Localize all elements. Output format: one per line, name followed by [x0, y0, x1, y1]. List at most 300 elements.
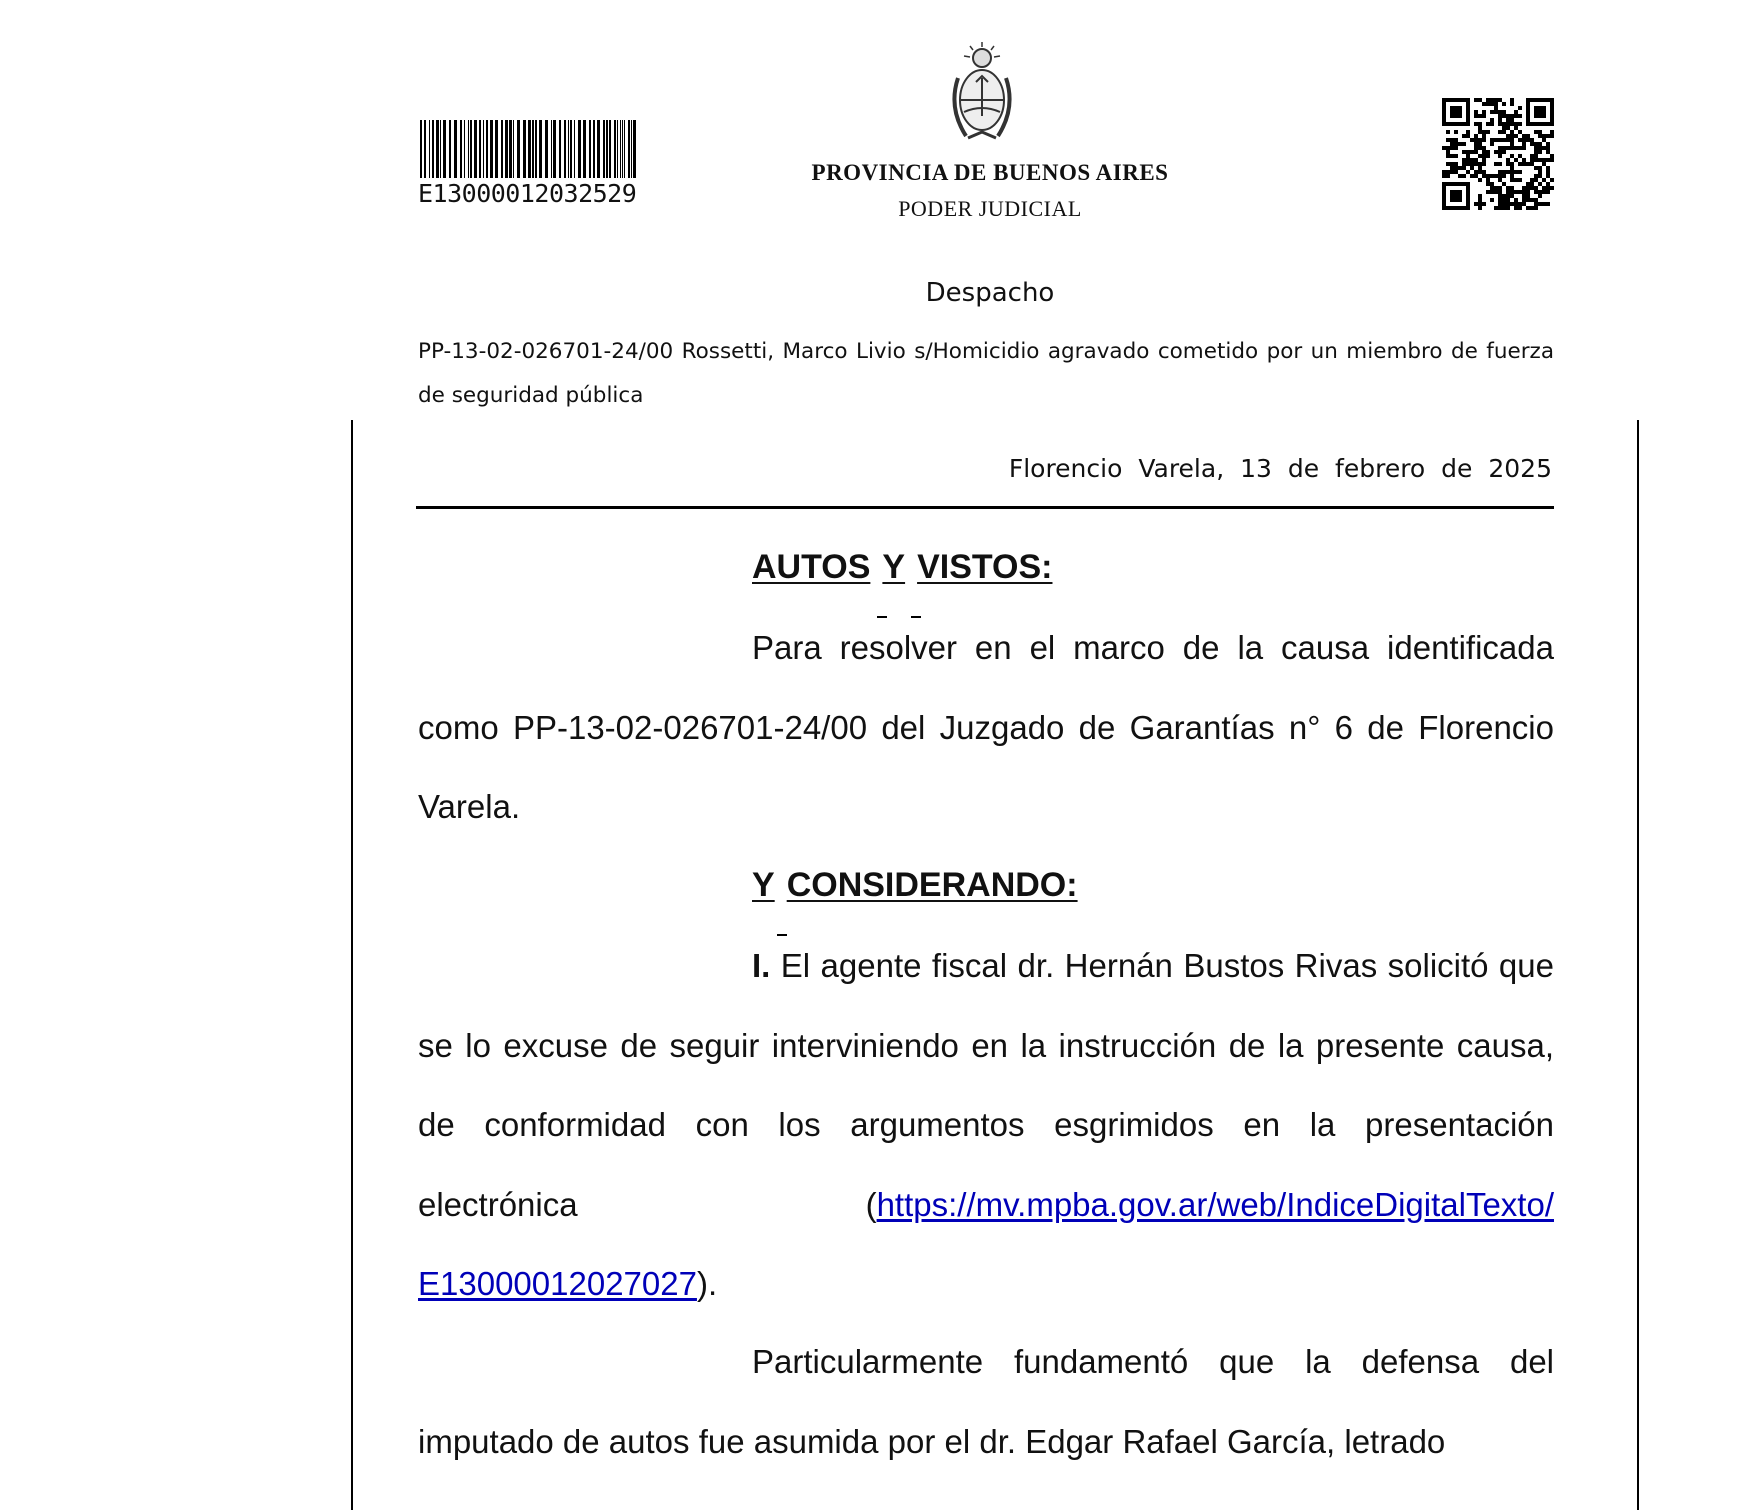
qr-finder-module — [1442, 186, 1446, 190]
barcode-bar — [593, 120, 595, 178]
qr-module — [1518, 106, 1522, 110]
barcode-bar — [429, 120, 430, 178]
qr-module — [1466, 130, 1470, 134]
barcode-bar — [486, 120, 488, 178]
qr-module — [1494, 98, 1498, 102]
qr-module — [1538, 130, 1542, 134]
qr-module — [1478, 154, 1482, 158]
qr-module — [1478, 98, 1482, 102]
qr-module — [1498, 194, 1502, 198]
barcode-bar — [609, 120, 611, 178]
barcode-bar — [436, 120, 439, 178]
barcode-icon — [418, 120, 638, 178]
qr-module — [1542, 162, 1546, 166]
qr-finder-module — [1446, 98, 1450, 102]
barcode-bar — [495, 120, 498, 178]
qr-code-icon — [1442, 98, 1554, 210]
qr-module — [1542, 178, 1546, 182]
barcode-bar — [468, 120, 469, 178]
document-type: Despacho — [925, 278, 1055, 308]
qr-module — [1502, 102, 1506, 106]
qr-module — [1506, 138, 1510, 142]
qr-module — [1538, 142, 1542, 146]
qr-finder-module — [1442, 118, 1446, 122]
qr-module — [1526, 190, 1530, 194]
qr-finder-module — [1442, 202, 1446, 206]
qr-module — [1478, 142, 1482, 146]
barcode-bar — [464, 120, 465, 178]
qr-finder-module — [1550, 114, 1554, 118]
barcode-bar — [460, 120, 462, 178]
qr-module — [1446, 146, 1450, 150]
qr-module — [1546, 174, 1550, 178]
heading-considerando — [752, 866, 1090, 905]
qr-finder-module — [1458, 98, 1462, 102]
qr-module — [1466, 162, 1470, 166]
qr-module — [1482, 170, 1486, 174]
qr-module — [1538, 190, 1542, 194]
qr-module — [1506, 118, 1510, 122]
date-line: Florencio Varela, 13 de febrero de 2025 — [1008, 454, 1552, 483]
qr-module — [1470, 138, 1474, 142]
qr-module — [1498, 174, 1502, 178]
qr-finder-module — [1462, 206, 1466, 210]
qr-module — [1526, 186, 1530, 190]
qr-module — [1474, 98, 1478, 102]
qr-module — [1490, 110, 1494, 114]
qr-module — [1514, 190, 1518, 194]
qr-module — [1478, 138, 1482, 142]
qr-module — [1514, 170, 1518, 174]
qr-module — [1474, 150, 1478, 154]
qr-module — [1486, 190, 1490, 194]
qr-module — [1522, 202, 1526, 206]
barcode-bar — [532, 120, 534, 178]
qr-module — [1510, 166, 1514, 170]
electronic-filing-link[interactable]: https://mv.mpba.gov.ar/web/IndiceDigitalTexto/ E13000012027027 — [418, 1185, 1554, 1302]
barcode-bar — [589, 120, 591, 178]
qr-finder-module — [1458, 182, 1462, 186]
qr-module — [1498, 150, 1502, 154]
qr-module — [1506, 134, 1510, 138]
qr-module — [1474, 138, 1478, 142]
barcode-bar — [517, 120, 520, 178]
qr-module — [1546, 158, 1550, 162]
qr-finder-module — [1550, 110, 1554, 114]
qr-module — [1538, 134, 1542, 138]
qr-finder-module — [1542, 122, 1546, 126]
qr-module — [1458, 142, 1462, 146]
qr-module — [1518, 162, 1522, 166]
qr-module — [1514, 134, 1518, 138]
qr-module — [1538, 158, 1542, 162]
qr-module — [1478, 130, 1482, 134]
qr-module — [1450, 170, 1454, 174]
qr-module — [1518, 146, 1522, 150]
left-margin-rule — [351, 420, 353, 1510]
qr-finder-module — [1454, 114, 1458, 118]
qr-finder-module — [1450, 182, 1454, 186]
qr-module — [1506, 202, 1510, 206]
qr-module — [1542, 138, 1546, 142]
qr-module — [1498, 138, 1502, 142]
qr-module — [1502, 150, 1506, 154]
barcode-bar — [449, 120, 451, 178]
qr-finder-module — [1546, 98, 1550, 102]
heading-word: AUTOS — [752, 548, 871, 586]
qr-finder-module — [1454, 106, 1458, 110]
qr-finder-module — [1542, 110, 1546, 114]
qr-finder-module — [1458, 206, 1462, 210]
qr-module — [1538, 174, 1542, 178]
qr-module — [1510, 186, 1514, 190]
qr-finder-module — [1442, 122, 1446, 126]
qr-module — [1490, 190, 1494, 194]
barcode-bar — [443, 120, 446, 178]
qr-module — [1506, 122, 1510, 126]
qr-module — [1498, 170, 1502, 174]
qr-module — [1482, 114, 1486, 118]
qr-finder-module — [1458, 190, 1462, 194]
qr-module — [1530, 138, 1534, 142]
barcode-bar — [614, 120, 616, 178]
qr-module — [1498, 110, 1502, 114]
qr-module — [1462, 158, 1466, 162]
qr-module — [1546, 166, 1550, 170]
qr-module — [1494, 110, 1498, 114]
qr-module — [1498, 122, 1502, 126]
barcode-bar — [564, 120, 566, 178]
qr-finder-module — [1442, 198, 1446, 202]
barcode-bar — [539, 120, 542, 178]
qr-module — [1442, 174, 1446, 178]
qr-finder-module — [1466, 198, 1470, 202]
barcode-bar — [545, 120, 548, 178]
section-numeral: I. — [752, 947, 771, 984]
qr-finder-module — [1466, 106, 1470, 110]
barcode-bar — [528, 120, 531, 178]
qr-module — [1470, 166, 1474, 170]
qr-module — [1522, 198, 1526, 202]
qr-module — [1530, 154, 1534, 158]
qr-module — [1518, 170, 1522, 174]
qr-module — [1518, 190, 1522, 194]
qr-module — [1530, 158, 1534, 162]
qr-module — [1506, 190, 1510, 194]
qr-module — [1454, 146, 1458, 150]
qr-module — [1474, 134, 1478, 138]
qr-module — [1534, 178, 1538, 182]
qr-module — [1542, 146, 1546, 150]
qr-module — [1474, 122, 1478, 126]
qr-module — [1542, 186, 1546, 190]
qr-module — [1482, 150, 1486, 154]
qr-module — [1502, 122, 1506, 126]
qr-module — [1494, 150, 1498, 154]
qr-module — [1514, 206, 1518, 210]
qr-finder-module — [1454, 182, 1458, 186]
qr-module — [1490, 174, 1494, 178]
qr-module — [1522, 142, 1526, 146]
qr-module — [1474, 202, 1478, 206]
qr-module — [1502, 202, 1506, 206]
barcode-bar — [603, 120, 605, 178]
qr-module — [1510, 170, 1514, 174]
qr-finder-module — [1450, 206, 1454, 210]
qr-finder-module — [1550, 98, 1554, 102]
heading-word: Y — [752, 866, 775, 904]
barcode-bar — [553, 120, 556, 178]
qr-module — [1454, 170, 1458, 174]
qr-module — [1510, 174, 1514, 178]
qr-module — [1502, 206, 1506, 210]
qr-module — [1470, 158, 1474, 162]
barcode-bar — [501, 120, 503, 178]
qr-module — [1470, 174, 1474, 178]
qr-module — [1538, 146, 1542, 150]
qr-module — [1526, 182, 1530, 186]
qr-module — [1526, 138, 1530, 142]
qr-module — [1538, 202, 1542, 206]
qr-module — [1550, 186, 1554, 190]
paragraph-text: ). — [696, 1265, 718, 1302]
qr-finder-module — [1530, 122, 1534, 126]
qr-module — [1454, 154, 1458, 158]
qr-finder-module — [1442, 190, 1446, 194]
qr-finder-module — [1466, 206, 1470, 210]
qr-module — [1482, 202, 1486, 206]
qr-module — [1462, 134, 1466, 138]
qr-module — [1462, 166, 1466, 170]
qr-module — [1542, 158, 1546, 162]
qr-module — [1514, 122, 1518, 126]
qr-module — [1494, 106, 1498, 110]
qr-module — [1510, 178, 1514, 182]
qr-module — [1474, 110, 1478, 114]
qr-module — [1514, 126, 1518, 130]
barcode-bar — [509, 120, 512, 178]
barcode-bar — [551, 120, 552, 178]
qr-module — [1518, 206, 1522, 210]
qr-module — [1510, 130, 1514, 134]
qr-module — [1510, 202, 1514, 206]
qr-module — [1498, 114, 1502, 118]
barcode-bar — [578, 120, 581, 178]
qr-finder-module — [1538, 98, 1542, 102]
qr-module — [1458, 174, 1462, 178]
heading-autos-y-vistos — [752, 548, 1064, 587]
barcode-bar — [523, 120, 526, 178]
qr-module — [1502, 146, 1506, 150]
qr-module — [1446, 154, 1450, 158]
qr-module — [1550, 178, 1554, 182]
qr-finder-module — [1442, 182, 1446, 186]
qr-module — [1510, 146, 1514, 150]
qr-module — [1498, 130, 1502, 134]
qr-module — [1482, 158, 1486, 162]
qr-finder-module — [1542, 114, 1546, 118]
qr-module — [1454, 166, 1458, 170]
qr-module — [1510, 190, 1514, 194]
qr-module — [1478, 202, 1482, 206]
qr-module — [1534, 130, 1538, 134]
qr-module — [1498, 186, 1502, 190]
qr-module — [1498, 206, 1502, 210]
qr-finder-module — [1442, 114, 1446, 118]
qr-module — [1546, 146, 1550, 150]
qr-module — [1506, 206, 1510, 210]
qr-module — [1450, 166, 1454, 170]
qr-module — [1486, 98, 1490, 102]
qr-module — [1486, 178, 1490, 182]
qr-module — [1530, 182, 1534, 186]
qr-finder-module — [1538, 114, 1542, 118]
qr-finder-module — [1526, 102, 1530, 106]
qr-module — [1506, 162, 1510, 166]
qr-module — [1530, 178, 1534, 182]
qr-module — [1478, 122, 1482, 126]
qr-module — [1510, 194, 1514, 198]
qr-module — [1454, 162, 1458, 166]
qr-module — [1546, 170, 1550, 174]
barcode-bar — [633, 120, 636, 178]
qr-module — [1502, 182, 1506, 186]
qr-finder-module — [1550, 118, 1554, 122]
qr-module — [1462, 174, 1466, 178]
qr-module — [1498, 118, 1502, 122]
qr-module — [1446, 162, 1450, 166]
qr-module — [1446, 138, 1450, 142]
paragraph-considerando-2: Particularmente fundamentó que la defensa del imputado de autos fue asumida por el dr. Edgar Rafael García, letrado — [418, 1343, 1554, 1460]
qr-module — [1542, 190, 1546, 194]
qr-finder-module — [1542, 98, 1546, 102]
paragraph-autos: Para resolver en el marco de la causa identificada como PP-13-02-026701-24/00 del Juzgado de Garantías n° 6 de Florencio Varela. — [418, 629, 1554, 825]
qr-finder-module — [1458, 110, 1462, 114]
qr-finder-module — [1466, 102, 1470, 106]
qr-finder-module — [1458, 198, 1462, 202]
qr-module — [1486, 150, 1490, 154]
qr-module — [1506, 114, 1510, 118]
qr-module — [1534, 142, 1538, 146]
qr-module — [1466, 154, 1470, 158]
qr-finder-module — [1458, 114, 1462, 118]
qr-module — [1458, 166, 1462, 170]
qr-module — [1454, 138, 1458, 142]
qr-finder-module — [1462, 182, 1466, 186]
qr-module — [1498, 154, 1502, 158]
qr-module — [1450, 154, 1454, 158]
qr-module — [1530, 186, 1534, 190]
qr-module — [1502, 170, 1506, 174]
qr-module — [1462, 142, 1466, 146]
qr-module — [1542, 202, 1546, 206]
qr-module — [1446, 130, 1450, 134]
qr-module — [1502, 110, 1506, 114]
qr-module — [1498, 146, 1502, 150]
qr-finder-module — [1530, 98, 1534, 102]
qr-module — [1510, 98, 1514, 102]
qr-module — [1538, 150, 1542, 154]
qr-module — [1490, 198, 1494, 202]
paragraph-text: El agente fiscal dr. Hernán Bustos Rivas solicitó que se lo excuse de seguir interviniendo en la instrucción de la presente causa, de conformidad con los argumentos esgrimidos en la presentación electrónica ( — [418, 947, 1554, 1223]
qr-finder-module — [1466, 182, 1470, 186]
qr-finder-module — [1458, 122, 1462, 126]
qr-module — [1506, 194, 1510, 198]
qr-module — [1482, 174, 1486, 178]
qr-module — [1470, 162, 1474, 166]
qr-finder-module — [1442, 206, 1446, 210]
qr-finder-module — [1454, 122, 1458, 126]
qr-module — [1506, 198, 1510, 202]
qr-module — [1534, 150, 1538, 154]
qr-module — [1478, 114, 1482, 118]
qr-module — [1542, 134, 1546, 138]
barcode-bar — [470, 120, 472, 178]
qr-finder-module — [1534, 122, 1538, 126]
qr-module — [1534, 158, 1538, 162]
qr-finder-module — [1442, 110, 1446, 114]
barcode-number: E13000012032529 — [418, 179, 637, 208]
qr-module — [1534, 206, 1538, 210]
barcode-bar — [574, 120, 575, 178]
qr-finder-module — [1450, 198, 1454, 202]
qr-module — [1506, 158, 1510, 162]
heading-word: CONSIDERANDO: — [786, 866, 1078, 904]
qr-module — [1546, 142, 1550, 146]
qr-module — [1526, 206, 1530, 210]
qr-module — [1474, 174, 1478, 178]
qr-module — [1482, 134, 1486, 138]
barcode-bar — [620, 120, 621, 178]
qr-finder-module — [1538, 106, 1542, 110]
qr-module — [1502, 174, 1506, 178]
qr-module — [1514, 202, 1518, 206]
qr-module — [1534, 190, 1538, 194]
qr-module — [1474, 158, 1478, 162]
qr-module — [1546, 186, 1550, 190]
qr-module — [1514, 178, 1518, 182]
qr-module — [1550, 158, 1554, 162]
qr-module — [1530, 162, 1534, 166]
qr-module — [1478, 162, 1482, 166]
institution-subtitle: PODER JUDICIAL — [898, 196, 1082, 221]
qr-module — [1482, 162, 1486, 166]
qr-module — [1466, 134, 1470, 138]
qr-finder-module — [1550, 122, 1554, 126]
qr-module — [1482, 146, 1486, 150]
qr-module — [1514, 158, 1518, 162]
qr-module — [1494, 190, 1498, 194]
qr-module — [1486, 174, 1490, 178]
qr-module — [1478, 166, 1482, 170]
qr-module — [1490, 186, 1494, 190]
qr-module — [1522, 190, 1526, 194]
qr-module — [1498, 98, 1502, 102]
qr-module — [1534, 146, 1538, 150]
qr-module — [1522, 138, 1526, 142]
qr-finder-module — [1442, 106, 1446, 110]
qr-module — [1506, 126, 1510, 130]
qr-module — [1502, 126, 1506, 130]
qr-module — [1526, 198, 1530, 202]
qr-module — [1534, 174, 1538, 178]
barcode-bar — [622, 120, 623, 178]
qr-finder-module — [1526, 118, 1530, 122]
qr-module — [1474, 114, 1478, 118]
qr-module — [1462, 150, 1466, 154]
qr-module — [1494, 102, 1498, 106]
qr-finder-module — [1466, 114, 1470, 118]
